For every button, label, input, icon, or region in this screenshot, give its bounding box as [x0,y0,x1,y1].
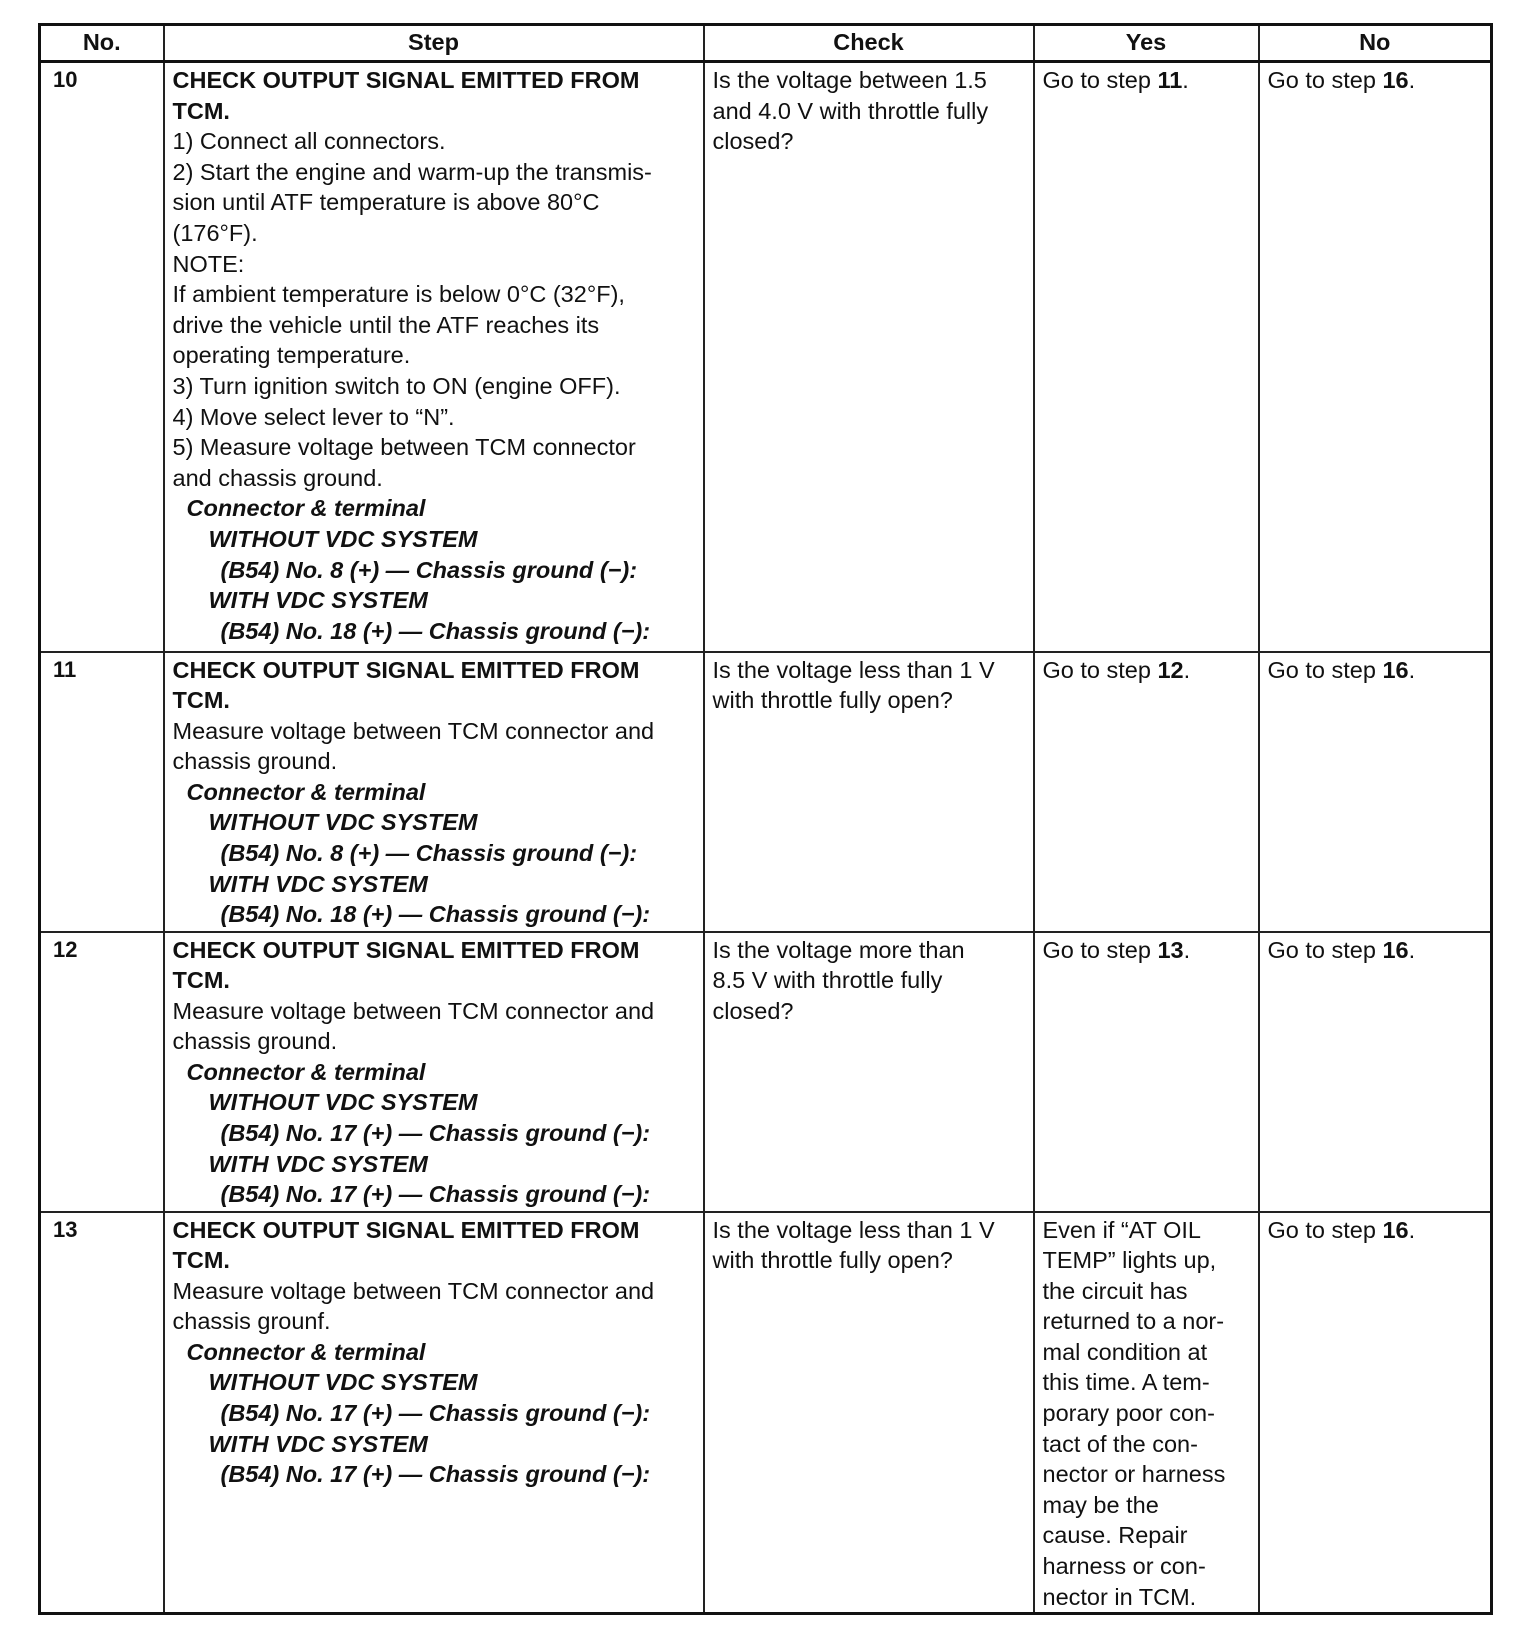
step-title-cont: TCM. [172,687,230,714]
header-check: Check [704,25,1034,62]
header-no: No. [40,25,164,62]
step-line: 2) Start the engine and warm-up the transmis- [172,158,652,185]
step-cell [164,652,704,932]
step-line: NOTE: [172,250,245,277]
step-title: CHECK OUTPUT SIGNAL EMITTED FROM [172,1216,640,1243]
yes-step-link: 12 [1157,656,1184,683]
step-line: sion until ATF temperature is above 80°C [172,189,600,216]
with-vdc-terminal: (B54) No. 17 (+) — Chassis ground (−): [220,1181,651,1208]
without-vdc-label: WITHOUT VDC SYSTEM [208,809,478,836]
no-cell [1259,652,1492,932]
with-vdc-label: WITH VDC SYSTEM [208,1430,428,1457]
table-row [40,932,1492,1212]
step-cell [164,62,704,652]
no-prefix: Go to step [1267,656,1383,683]
diagnostic-table [38,23,1493,1615]
header-row [40,25,1492,62]
yes-step-link: 11 [1157,67,1183,93]
with-vdc-label: WITH VDC SYSTEM [208,1150,428,1177]
with-vdc-terminal: (B54) No. 17 (+) — Chassis ground (−): [220,1461,651,1488]
yes-cell [1034,932,1259,1212]
step-number: 12 [40,932,164,1212]
without-vdc-terminal: (B54) No. 8 (+) — Chassis ground (−): [220,840,638,867]
step-line: 5) Measure voltage between TCM connector [172,434,636,461]
step-line: drive the vehicle until the ATF reaches its [172,311,600,338]
without-vdc-label: WITHOUT VDC SYSTEM [208,525,478,552]
yes-line: harness or con- [1042,1553,1206,1580]
check-line: Is the voltage between 1.5 [712,67,987,93]
yes-line: porary poor con- [1042,1400,1215,1427]
connector-label: Connector & terminal [186,778,426,805]
no-prefix: Go to step [1267,936,1383,963]
no-cell [1259,932,1492,1212]
no-step-link: 16 [1382,67,1409,93]
step-line: and chassis ground. [172,464,383,491]
step-number: 13 [40,1212,164,1614]
check-line: Is the voltage less than 1 V [712,1216,995,1243]
step-line: If ambient temperature is below 0°C (32°F), [172,281,625,308]
step-title-cont: TCM. [172,1247,230,1274]
yes-cell [1034,62,1259,652]
yes-cell [1034,652,1259,932]
step-line: operating temperature. [172,342,411,369]
with-vdc-label: WITH VDC SYSTEM [208,587,428,614]
yes-line: nector or harness [1042,1461,1226,1488]
yes-line: may be the [1042,1491,1159,1518]
header-yes: Yes [1034,25,1259,62]
yes-prefix: Go to step [1042,656,1158,683]
yes-prefix: Go to step [1042,936,1158,963]
step-title: CHECK OUTPUT SIGNAL EMITTED FROM [172,936,640,963]
step-number: 11 [40,652,164,932]
no-prefix: Go to step [1267,1216,1383,1243]
with-vdc-terminal: (B54) No. 18 (+) — Chassis ground (−): [220,617,651,644]
no-suffix: . [1408,1216,1416,1243]
yes-suffix: . [1183,656,1191,683]
step-line: Measure voltage between TCM connector and [172,1277,655,1304]
step-cell [164,1212,704,1614]
no-suffix: . [1408,936,1416,963]
without-vdc-terminal: (B54) No. 8 (+) — Chassis ground (−): [220,556,638,583]
yes-line: this time. A tem- [1042,1369,1210,1396]
step-line: 3) Turn ignition switch to ON (engine OFF). [172,372,621,399]
step-line: chassis ground. [172,1028,338,1055]
connector-label: Connector & terminal [186,1058,426,1085]
no-step-link: 16 [1382,1216,1409,1243]
table-row [40,652,1492,932]
no-step-link: 16 [1382,656,1409,683]
step-title: CHECK OUTPUT SIGNAL EMITTED FROM [172,67,640,93]
step-number: 10 [40,62,164,652]
no-step-link: 16 [1382,936,1409,963]
step-line: chassis grounf. [172,1308,331,1335]
yes-line: Even if “AT OIL [1042,1216,1201,1243]
step-line: (176°F). [172,219,258,246]
connector-label: Connector & terminal [186,495,426,522]
yes-line: nector in TCM. [1042,1583,1197,1610]
yes-line: cause. Repair [1042,1522,1188,1549]
step-line: 1) Connect all connectors. [172,128,446,155]
check-line: with throttle fully open? [712,1247,953,1274]
yes-step-link: 13 [1157,936,1184,963]
step-cell [164,932,704,1212]
check-cell [704,652,1034,932]
connector-label: Connector & terminal [186,1338,426,1365]
yes-cell [1034,1212,1259,1614]
check-line: Is the voltage less than 1 V [712,656,995,683]
yes-suffix: . [1183,936,1191,963]
step-title-cont: TCM. [172,967,230,994]
check-line: with throttle fully open? [712,687,953,714]
yes-line: mal condition at [1042,1338,1208,1365]
without-vdc-label: WITHOUT VDC SYSTEM [208,1369,478,1396]
no-cell [1259,1212,1492,1614]
with-vdc-terminal: (B54) No. 18 (+) — Chassis ground (−): [220,901,651,928]
without-vdc-terminal: (B54) No. 17 (+) — Chassis ground (−): [220,1120,651,1147]
step-title-cont: TCM. [172,97,230,124]
yes-line: tact of the con- [1042,1430,1198,1457]
step-line: Measure voltage between TCM connector and [172,717,655,744]
no-prefix: Go to step [1267,67,1383,93]
check-line: closed? [712,128,794,155]
no-cell [1259,62,1492,652]
no-suffix: . [1408,656,1416,683]
table-row [40,1212,1492,1614]
step-title: CHECK OUTPUT SIGNAL EMITTED FROM [172,656,640,683]
without-vdc-terminal: (B54) No. 17 (+) — Chassis ground (−): [220,1400,651,1427]
with-vdc-label: WITH VDC SYSTEM [208,870,428,897]
yes-line: the circuit has [1042,1277,1188,1304]
yes-suffix: . [1182,67,1189,93]
check-line: closed? [712,997,794,1024]
header-no-result: No [1259,25,1492,62]
yes-line: TEMP” lights up, [1042,1247,1217,1274]
check-cell [704,1212,1034,1614]
step-line: 4) Move select lever to “N”. [172,403,455,430]
without-vdc-label: WITHOUT VDC SYSTEM [208,1089,478,1116]
check-line: 8.5 V with throttle fully [712,967,943,994]
yes-line: returned to a nor- [1042,1308,1225,1335]
step-line: chassis ground. [172,748,338,775]
step-line: Measure voltage between TCM connector and [172,997,655,1024]
yes-prefix: Go to step [1042,67,1158,93]
check-cell [704,62,1034,652]
header-step: Step [164,25,704,62]
check-cell [704,932,1034,1212]
check-line: and 4.0 V with throttle fully [712,97,989,124]
no-suffix: . [1408,67,1416,93]
table-row [40,62,1492,652]
check-line: Is the voltage more than [712,936,965,963]
